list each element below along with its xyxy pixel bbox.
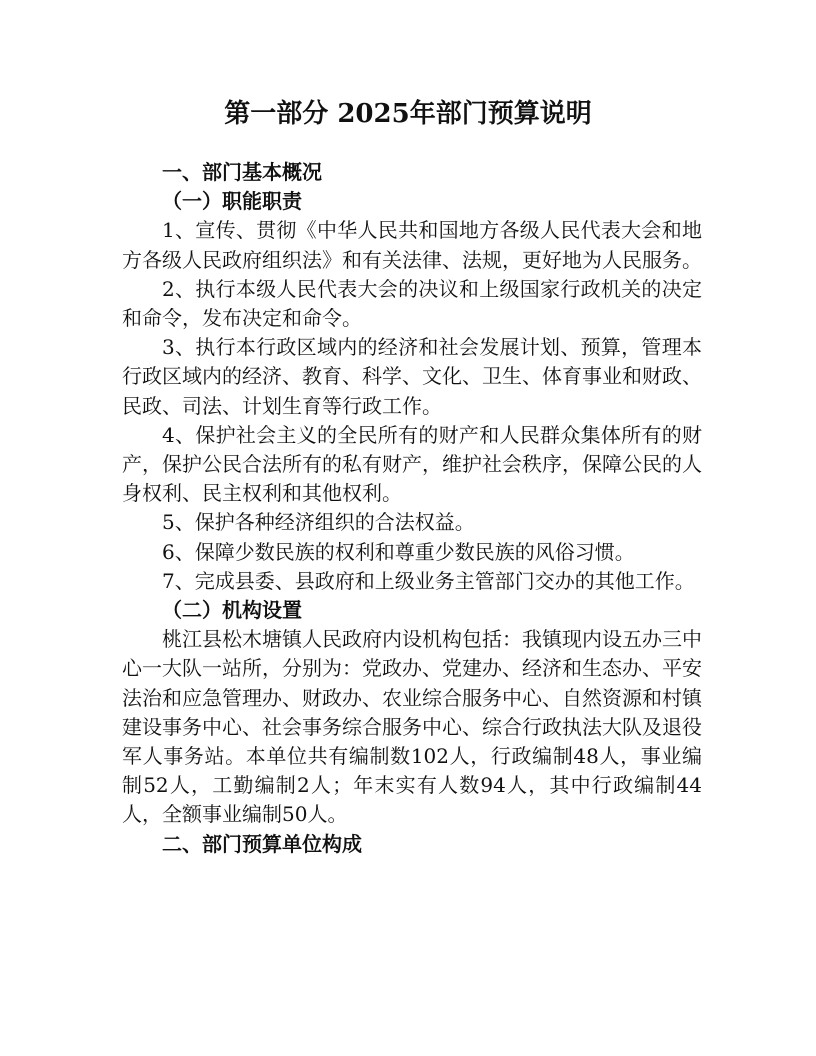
function-item: 1、宣传、贯彻《中华人民共和国地方各级人民代表大会和地方各级人民政府组织法》和有关法律、法规，更好地为人民服务。 <box>122 218 702 272</box>
organization-paragraph: 桃江县松木塘镇人民政府内设机构包括：我镇现内设五办三中心一大队一站所，分别为：党政办、党建办、经济和生态办、平安法治和应急管理办、财政办、农业综合服务中心、自然资源和村镇建设事务中心、社会事务综合服务中心、综合行政执法大队及退役军人事务站。本单位共有编制数102人，行政编制48人，事业编制52人，工勤编制2人；年末实有人数94人，其中行政编制44人，全额事业编制50人。 <box>122 627 702 827</box>
page-title: 第一部分 2025年部门预算说明 <box>224 99 592 129</box>
function-item: 2、执行本级人民代表大会的决议和上级国家行政机关的决定和命令，发布决定和命令。 <box>122 276 702 331</box>
document-body <box>122 158 702 859</box>
function-item: 3、执行本行政区域内的经济和社会发展计划、预算，管理本行政区域内的经济、教育、科学、文化、卫生、体育事业和财政、民政、司法、计划生育等行政工作。 <box>122 335 702 418</box>
function-item: 6、保障少数民族的权利和尊重少数民族的风俗习惯。 <box>162 539 635 564</box>
subsection-heading-organization: （二）机构设置 <box>162 598 302 623</box>
subsection-heading-functions: （一）职能职责 <box>162 189 302 214</box>
function-item: 5、保护各种经济组织的合法权益。 <box>162 510 475 535</box>
function-item: 4、保护社会主义的全民所有的财产和人民群众集体所有的财产，保护公民合法所有的私有财产，维护社会秩序，保障公民的人身权利、民主权利和其他权利。 <box>122 422 702 506</box>
section-heading-budget-units: 二、部门预算单位构成 <box>162 831 362 856</box>
section-heading-basic-overview: 一、部门基本概况 <box>162 160 322 184</box>
function-item: 7、完成县委、县政府和上级业务主管部门交办的其他工作。 <box>162 568 695 593</box>
